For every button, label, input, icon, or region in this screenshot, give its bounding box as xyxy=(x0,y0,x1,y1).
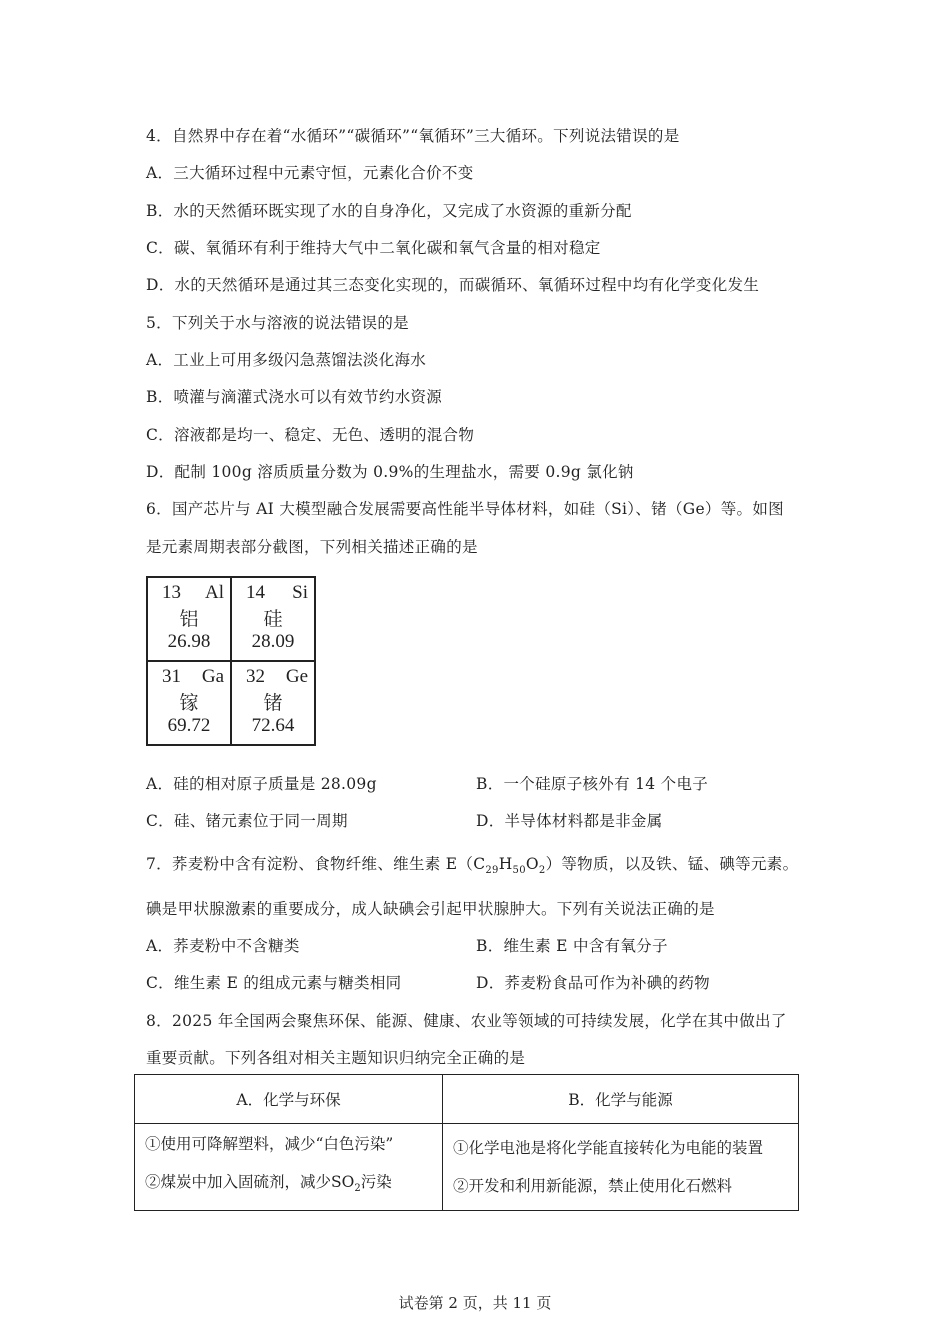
page-footer: 试卷第 2 页，共 11 页 xyxy=(398,1294,552,1312)
element-cell-ge xyxy=(231,661,315,745)
element-name: 铝 xyxy=(179,609,199,630)
element-name: 锗 xyxy=(263,693,283,714)
q6-option-d: D．半导体材料都是非金属 xyxy=(476,812,663,830)
q5-stem: 5．下列关于水与溶液的说法错误的是 xyxy=(146,314,409,332)
q7-stem-post: ）等物质，以及铁、锰、碘等元素。 xyxy=(545,855,799,873)
q4-option-b: B．水的天然循环既实现了水的自身净化，又完成了水资源的重新分配 xyxy=(146,202,632,220)
q5-option-a: A．工业上可用多级闪急蒸馏法淡化海水 xyxy=(146,351,427,369)
atomic-number: 32 xyxy=(246,666,265,687)
q7-stem-line1 xyxy=(146,852,798,876)
atomic-mass: 72.64 xyxy=(251,715,295,736)
q8-stem-line1: 8．2025 年全国两会聚焦环保、能源、健康、农业等领域的可持续发展，化学在其中做出了 xyxy=(146,1012,787,1030)
element-name: 镓 xyxy=(179,693,199,714)
q6-stem-line1: 6．国产芯片与 AI 大模型融合发展需要高性能半导体材料，如硅（Si）、锗（Ge）等。如图 xyxy=(146,500,784,518)
table-head-a: A．化学与环保 xyxy=(135,1075,443,1124)
q7-option-b: B．维生素 E 中含有氧分子 xyxy=(476,937,668,955)
q4-option-c: C．碳、氧循环有利于维持大气中二氧化碳和氧气含量的相对稳定 xyxy=(146,239,601,257)
q4-option-d: D．水的天然循环是通过其三态变化实现的，而碳循环、氧循环过程中均有化学变化发生 xyxy=(146,276,760,294)
element-symbol: Ga xyxy=(201,666,224,687)
element-symbol: Al xyxy=(205,582,224,603)
q6-stem-line2: 是元素周期表部分截图，下列相关描述正确的是 xyxy=(146,538,478,556)
atomic-mass: 26.98 xyxy=(167,631,211,652)
q7-stem-pre: 7．荞麦粉中含有淀粉、食物纤维、维生素 E（ xyxy=(146,855,474,873)
element-cell-al xyxy=(147,577,231,661)
vitamin-e-formula: $C_{29}H_{50}O_2$ xyxy=(473,855,546,877)
q8-knowledge-table xyxy=(134,1074,799,1211)
atomic-number: 31 xyxy=(162,666,181,687)
q8-stem-line2: 重要贡献。下列各组对相关主题知识归纳完全正确的是 xyxy=(146,1049,526,1067)
a-item-1: ①使用可降解塑料，减少“白色污染” xyxy=(145,1135,394,1154)
q5-option-b: B．喷灌与滴灌式浇水可以有效节约水资源 xyxy=(146,388,443,406)
atomic-number: 13 xyxy=(162,582,181,603)
q6-option-c: C．硅、锗元素位于同一周期 xyxy=(146,812,348,830)
q5-option-c: C．溶液都是均一、稳定、无色、透明的混合物 xyxy=(146,426,475,444)
q6-option-b: B．一个硅原子核外有 14 个电子 xyxy=(476,775,709,793)
b-item-2: ②开发和利用新能源，禁止使用化石燃料 xyxy=(453,1177,733,1195)
q6-option-a: A．硅的相对原子质量是 28.09g xyxy=(146,775,377,793)
atomic-mass: 28.09 xyxy=(251,631,295,652)
table-head-b: B．化学与能源 xyxy=(443,1075,799,1124)
atomic-number: 14 xyxy=(246,582,265,603)
table-cell-a xyxy=(135,1124,443,1211)
q7-option-a: A．荞麦粉中不含糖类 xyxy=(146,937,300,955)
atomic-mass: 69.72 xyxy=(167,715,211,736)
q4-stem: 4．自然界中存在着“水循环”“碳循环”“氧循环”三大循环。下列说法错误的是 xyxy=(146,127,680,145)
periodic-table-excerpt xyxy=(146,576,316,746)
element-cell-si xyxy=(231,577,315,661)
q4-option-a: A．三大循环过程中元素守恒，元素化合价不变 xyxy=(146,164,474,182)
element-cell-ga xyxy=(147,661,231,745)
q7-option-c: C．维生素 E 的组成元素与糖类相同 xyxy=(146,974,402,992)
b-item-1: ①化学电池是将化学能直接转化为电能的装置 xyxy=(453,1139,764,1157)
table-cell-b xyxy=(443,1124,799,1211)
element-symbol: Si xyxy=(292,582,308,603)
q7-option-d: D．荞麦粉食品可作为补碘的药物 xyxy=(476,974,710,992)
element-name: 硅 xyxy=(263,609,283,630)
q7-stem-line2: 碘是甲状腺激素的重要成分，成人缺碘会引起甲状腺肿大。下列有关说法正确的是 xyxy=(146,900,715,918)
a-item-2: ②煤炭中加入固硫剂，减少$SO_2$污染 xyxy=(145,1173,392,1195)
element-symbol: Ge xyxy=(285,666,308,687)
q5-option-d: D．配制 100g 溶质质量分数为 0.9%的生理盐水，需要 0.9g 氯化钠 xyxy=(146,463,634,481)
